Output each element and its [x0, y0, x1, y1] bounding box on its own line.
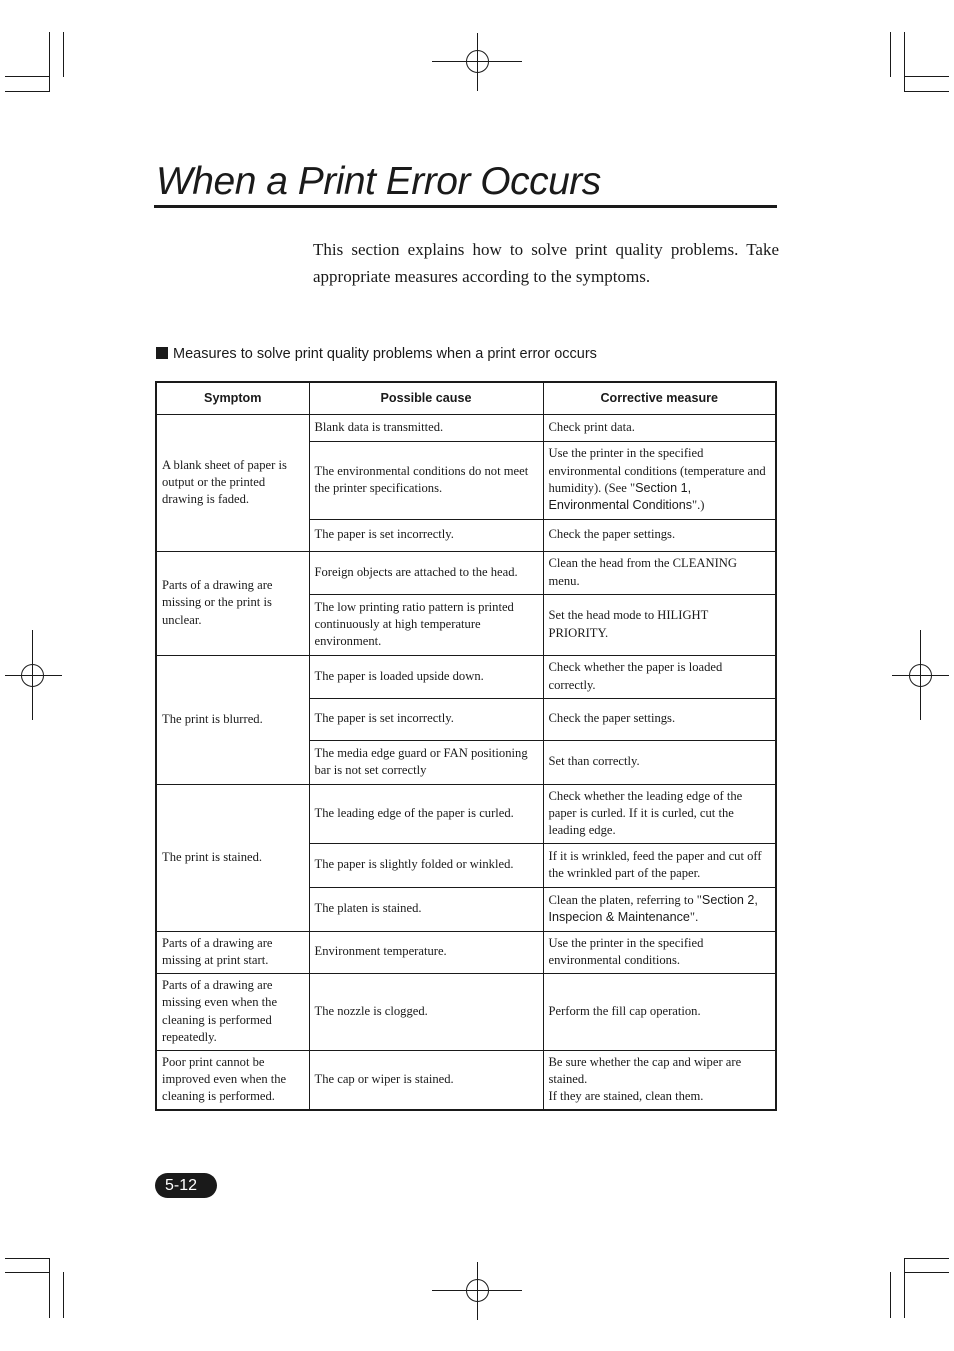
cause-cell: The media edge guard or FAN positioning bar is not set correctly: [309, 740, 543, 784]
measure-cell: Perform the fill cap operation.: [543, 973, 776, 1050]
section-reference: Section 1, Environmental Conditions: [548, 481, 693, 513]
cause-cell: The environmental conditions do not meet the printer specifications.: [309, 441, 543, 519]
header-cause: Possible cause: [309, 382, 543, 414]
title-rule: [154, 205, 777, 208]
cause-cell: The platen is stained.: [309, 887, 543, 931]
table-row: [156, 931, 776, 973]
measure-cell: Use the printer in the specified environmental conditions.: [543, 931, 776, 973]
measure-cell: Clean the head from the CLEANING menu.: [543, 551, 776, 594]
symptom-cell: Parts of a drawing are missing or the print is unclear.: [156, 551, 309, 655]
cause-cell: The paper is loaded upside down.: [309, 655, 543, 698]
measure-cell: Set than correctly.: [543, 740, 776, 784]
section-heading-text: Measures to solve print quality problems when a print error occurs: [173, 346, 597, 362]
symptom-cell: Poor print cannot be improved even when the cleaning is performed.: [156, 1050, 309, 1110]
cause-cell: The leading edge of the paper is curled.: [309, 784, 543, 843]
table-row: [156, 1050, 776, 1110]
table-row: [156, 784, 776, 843]
symptom-cell: Parts of a drawing are missing at print start.: [156, 931, 309, 973]
cause-cell: Blank data is transmitted.: [309, 414, 543, 441]
header-symptom: Symptom: [156, 382, 309, 414]
measure-tail: ".): [692, 498, 705, 513]
measure-text: Use the printer in the specified environmental conditions (temperature and humidity). (See ": [548, 446, 766, 495]
measure-text: Clean the platen, referring to ": [548, 892, 702, 907]
cause-cell: Foreign objects are attached to the head.: [309, 551, 543, 594]
cause-cell: The nozzle is clogged.: [309, 973, 543, 1050]
table-row: [156, 551, 776, 594]
header-measure: Corrective measure: [543, 382, 776, 414]
measure-cell: Check whether the leading edge of the paper is curled. If it is curled, cut the leading edge.: [543, 784, 776, 843]
section-reference: Section 2, Inspecion & Maintenance: [548, 892, 758, 924]
intro-paragraph: This section explains how to solve print quality problems. Take appropriate measures according to the symptoms.: [313, 240, 779, 286]
measure-cell: Set the head mode to HILIGHT PRIORITY.: [543, 594, 776, 655]
measure-cell: [543, 441, 776, 519]
square-bullet-icon: [156, 347, 168, 359]
measure-cell: Check print data.: [543, 414, 776, 441]
table-row: [156, 973, 776, 1050]
symptom-cell: Parts of a drawing are missing even when the cleaning is performed repeatedly.: [156, 973, 309, 1050]
measure-line: Be sure whether the cap and wiper are stained.: [548, 1054, 742, 1087]
cause-cell: Environment temperature.: [309, 931, 543, 973]
measure-tail: ".: [689, 910, 699, 924]
measure-line: If they are stained, clean them.: [548, 1089, 704, 1104]
measure-cell: [543, 887, 776, 931]
cause-cell: The paper is slightly folded or winkled.: [309, 843, 543, 887]
table-row: [156, 414, 776, 441]
measure-cell: Check whether the paper is loaded correctly.: [543, 655, 776, 698]
measure-cell: Check the paper settings.: [543, 698, 776, 740]
measure-cell: If it is wrinkled, feed the paper and cut off the wrinkled part of the paper.: [543, 843, 776, 887]
cause-cell: The paper is set incorrectly.: [309, 519, 543, 551]
page-number-badge: 5-12: [155, 1173, 217, 1198]
symptom-cell: The print is blurred.: [156, 655, 309, 784]
measure-cell: Check the paper settings.: [543, 519, 776, 551]
cause-cell: The low printing ratio pattern is printed continuously at high temperature environment.: [309, 594, 543, 655]
table-header-row: [156, 382, 776, 414]
cause-cell: The cap or wiper is stained.: [309, 1050, 543, 1110]
troubleshooting-table: [155, 381, 777, 1111]
section-heading: [156, 346, 597, 362]
cause-cell: The paper is set incorrectly.: [309, 698, 543, 740]
page-title: When a Print Error Occurs: [156, 160, 601, 203]
table-row: [156, 655, 776, 698]
measure-cell: [543, 1050, 776, 1110]
symptom-cell: A blank sheet of paper is output or the printed drawing is faded.: [156, 414, 309, 551]
symptom-cell: The print is stained.: [156, 784, 309, 931]
